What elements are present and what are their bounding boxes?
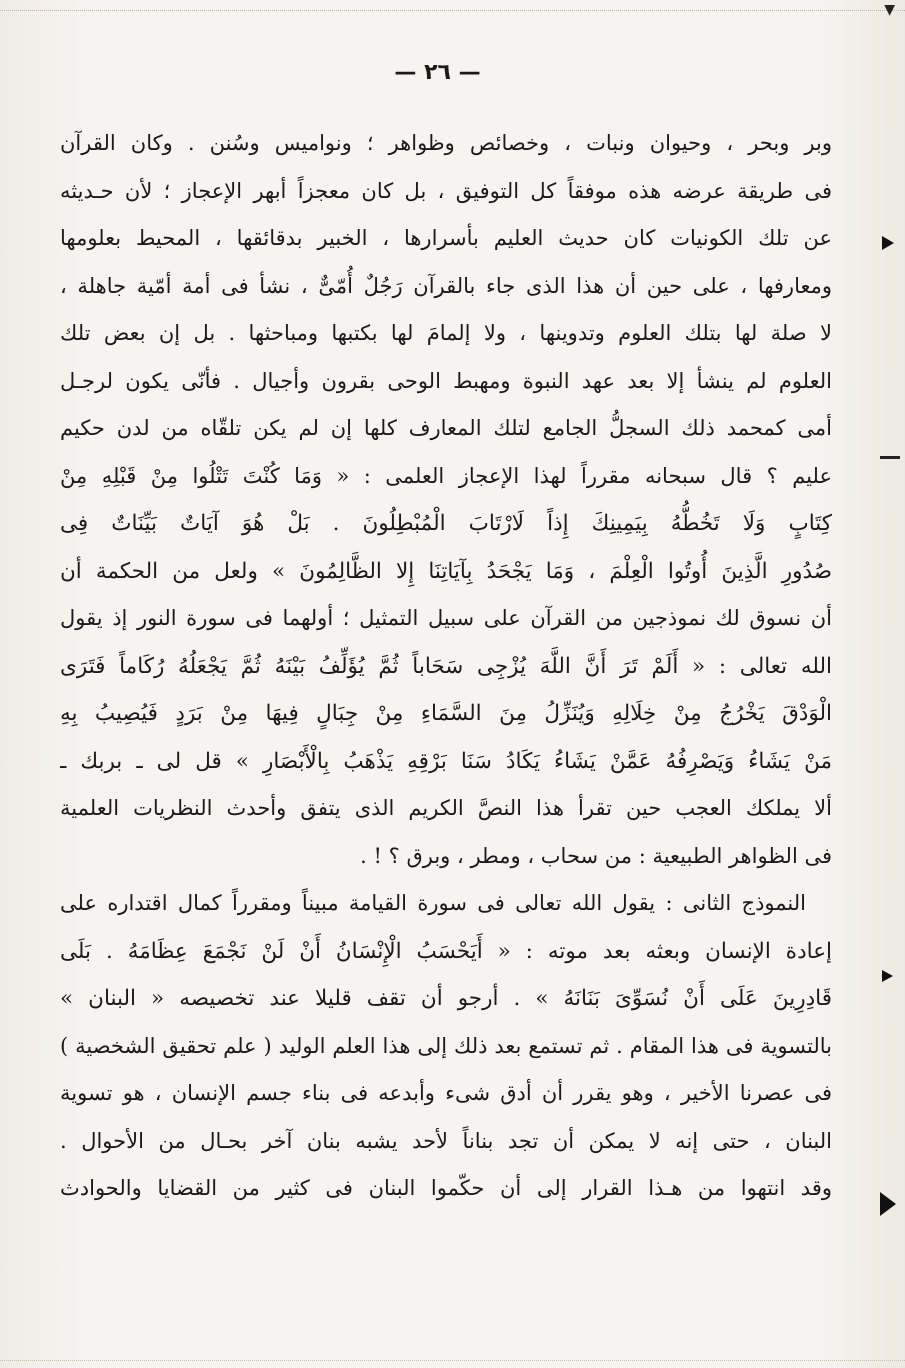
margin-arrow-icon — [880, 1192, 896, 1216]
text-line: أن نسوق لك نموذجين من القرآن على سبيل التمثيل ؛ أولهما فى سورة النور إذ يقول — [60, 606, 832, 630]
text-line: ومعارفها ، على حين أن هذا الذى جاء بالقرآن رَجُلٌ أُمّىٌّ ، نشأ فى أمة أمّية جاهلة ، — [60, 273, 832, 298]
top-page-edge — [0, 0, 905, 11]
text-line: وقد انتهوا من هـذا القرار إلى أن حكّموا البنان فى كثير من القضايا والحوادث — [60, 1176, 832, 1200]
text-line: العلوم لم ينشأ إلا بعد عهد النبوة ومهبط الوحى بقرون وأجيال . فأنّى يكون لرجـل — [60, 368, 832, 393]
margin-arrow-icon — [882, 236, 894, 250]
text-line: بالتسوية فى هذا المقام . ثم تستمع بعد ذلك إلى هذا العلم الوليد ( علم تحقيق الشخصية ) — [60, 1033, 832, 1058]
text-line: لا صلة لها بتلك العلوم وتدوينها ، ولا إلمامَ لها بكتبها ومباحثها . بل إن بعض تلك — [60, 321, 832, 345]
margin-dash-mark — [880, 456, 900, 459]
text-line: وبر وبحر ، وحيوان ونبات ، وخصائص وظواهر ؛ ونواميس وسُنن . وكان القرآن — [60, 131, 832, 155]
bottom-page-edge — [0, 1360, 905, 1362]
quran-verse-line: صُدُورِ الَّذِينَ أُوتُوا الْعِلْمَ ، وَمَا يَجْحَدُ بِآيَاتِنَا إِلا الظَّالِمُونَ » ولعل من الحكمة أن — [60, 558, 832, 584]
quran-verse-line: الله تعالى : « أَلَمْ تَرَ أَنَّ اللَّهَ يُزْجِى سَحَاباً ثُمَّ يُؤَلِّفُ بَيْنَهُ ثُمَّ يَجْعَلُهُ رُكَاماً فَتَرَى — [60, 653, 832, 679]
text-line: عليم ؟ قال سبحانه مقرراً لهذا الإعجاز العلمى : « وَمَا كُنْتَ تَتْلُوا مِنْ قَبْلِهِ مِنْ — [60, 463, 832, 488]
page-number: — ٢٦ — — [394, 60, 481, 85]
paragraph-end-line: فى الظواهر الطبيعية : من سحاب ، ومطر ، وبرق ؟ ! . — [360, 843, 832, 868]
text-line: ألا يملكك العجب حين تقرأ هذا النصَّ الكريم الذى يتفق وأحدث النظريات العلمية — [60, 796, 832, 820]
text-line: عن تلك الكونيات كان حديث العليم بأسرارها ، الخبير بدقائقها ، المحيط بعلومها — [60, 226, 832, 250]
quran-verse-line: قَادِرِينَ عَلَى أَنْ نُسَوِّىَ بَنَانَهُ » . أرجو أن تقف قليلا عند تخصيصه « البنان » — [60, 986, 832, 1011]
down-arrow-icon: ▼ — [884, 2, 895, 18]
quran-verse-line: إعادة الإنسان وبعثه بعد موته : « أَيَحْسَبُ الْإِنْسَانُ أَنْ لَنْ نَجْمَعَ عِظَامَهُ . بَلَى — [60, 938, 832, 964]
paragraph-start-line: النموذج الثانى : يقول الله تعالى فى سورة القيامة مبيناً ومقرراً كمال اقتداره على — [60, 891, 806, 915]
body-text — [60, 120, 832, 1213]
text-line: البنان ، حتى إنه لا يمكن أن تجد بناناً لأحد يشبه بنان آخر بحـال من الأحوال . — [60, 1128, 832, 1153]
text-line: أمى كمحمد ذلك السجلُّ الجامع لتلك المعارف كلها إن لم يكن تلقّاه من لدن حكيم — [60, 416, 832, 440]
text-line: فى عصرنا الأخير ، وهو يقرر أن أدق شىء وأبدعه فى بناء جسم الإنسان ، هو تسوية — [60, 1081, 832, 1105]
quran-verse-line: الْوَدْقَ يَخْرُجُ مِنْ خِلَالِهِ وَيُنَزِّلُ مِنَ السَّمَاءِ مِنْ جِبَالٍ فِيهَا مِنْ بَرَدٍ فَيُصِيبُ بِهِ — [60, 701, 832, 726]
margin-arrow-icon — [882, 970, 893, 982]
quran-verse-line: مَنْ يَشَاءُ وَيَصْرِفُهُ عَمَّنْ يَشَاءُ يَكَادُ سَنَا بَرْقِهِ يَذْهَبُ بِالْأَبْصَارِ » قل لى ـ بربك ـ — [60, 748, 832, 774]
text-line: فى طريقة عرضه هذه موفقاً كل التوفيق ، بل كان معجزاً أبهر الإعجاز ؛ لأن حـديثه — [60, 178, 832, 203]
quran-verse-line: كِتَابٍ وَلَا تَخُطُّهُ بِيَمِينِكَ إِذاً لَارْتَابَ الْمُبْطِلُونَ . بَلْ هُوَ آيَاتٌ بَيِّنَاتٌ فِى — [60, 511, 832, 536]
